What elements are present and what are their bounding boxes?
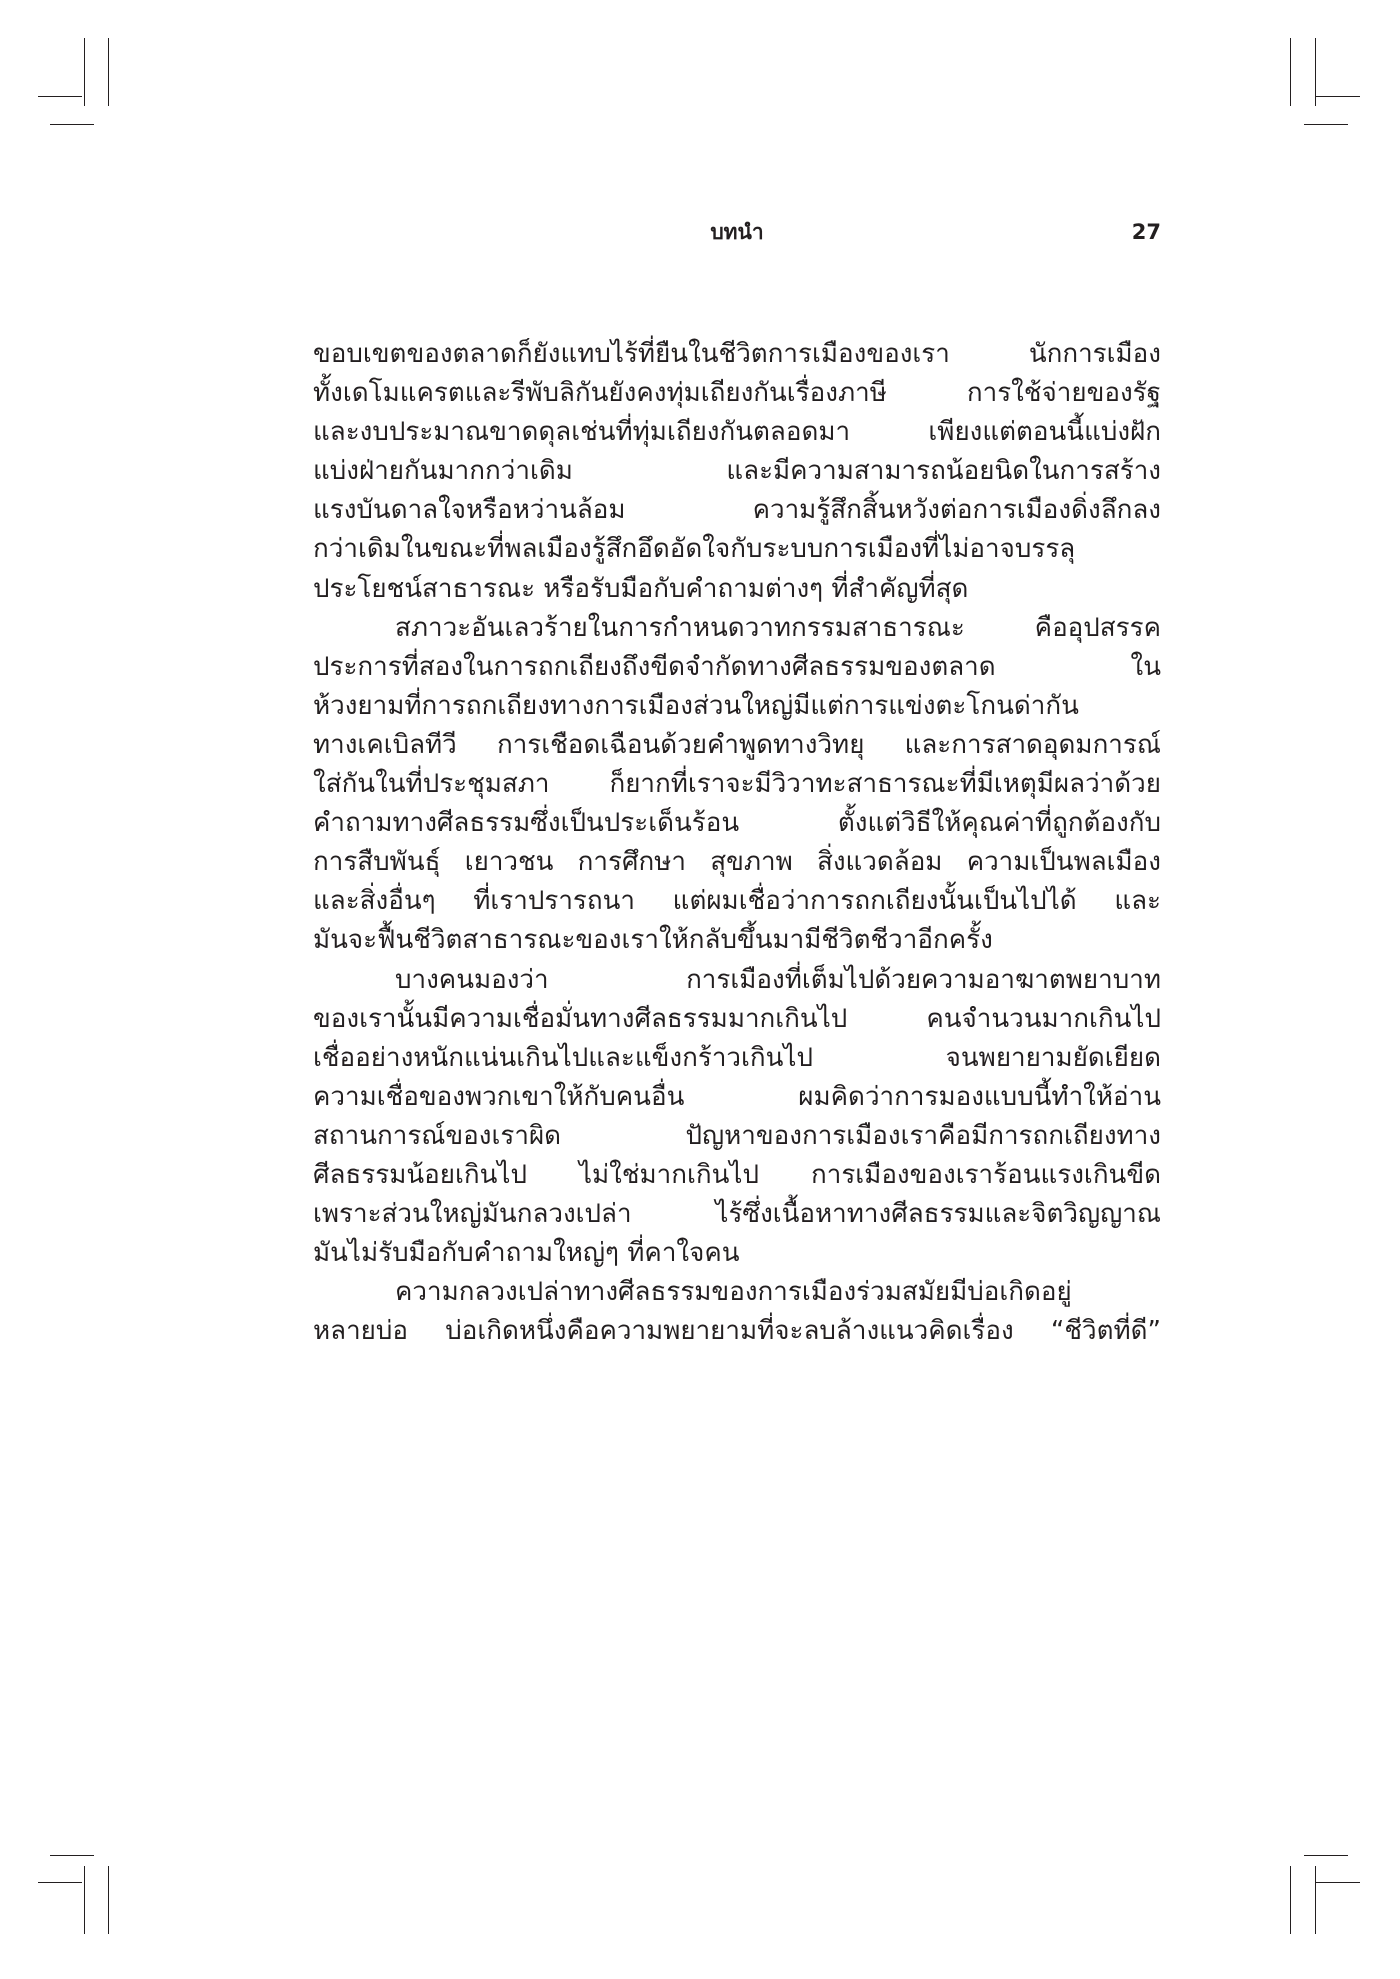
crop-mark (38, 1882, 82, 1883)
text-line: ขอบเขตของตลาดก็ยังแทบไร้ที่ยืนในชีวิตการเมืองของเรา นักการเมือง (313, 339, 1161, 369)
running-head (313, 216, 1161, 248)
crop-mark (38, 96, 82, 97)
text-line: มันไม่รับมือกับคำถามใหญ่ๆ ที่คาใจคน (313, 1238, 740, 1269)
crop-mark (108, 38, 109, 106)
text-line: ของเรานั้นมีความเชื่อมั่นทางศีลธรรมมากเกินไป คนจำนวนมากเกินไป (313, 1003, 1161, 1034)
text-line: และสิ่งอื่นๆ ที่เราปรารถนา แต่ผมเชื่อว่าการถกเถียงนั้นเป็นไปได้ และ (313, 886, 1161, 917)
text-line: แบ่งฝ่ายกันมากกว่าเดิม และมีความสามารถน้อยนิดในการสร้าง (313, 456, 1161, 487)
text-line: เชื่ออย่างหนักแน่นเกินไปและแข็งกร้าวเกินไป จนพยายามยัดเยียด (313, 1042, 1161, 1073)
paragraph (313, 1273, 1161, 1351)
body-text (313, 335, 1161, 1351)
crop-mark (1290, 38, 1291, 106)
paragraph (313, 961, 1161, 1274)
text-line: ความเชื่อของพวกเขาให้กับคนอื่น ผมคิดว่าการมองแบบนี้ทำให้อ่าน (313, 1081, 1161, 1112)
text-line: ใส่กันในที่ประชุมสภา ก็ยากที่เราจะมีวิวาทะสาธารณะที่มีเหตุมีผลว่าด้วย (313, 769, 1161, 800)
text-line: เพราะส่วนใหญ่มันกลวงเปล่า ไร้ซึ่งเนื้อหาทางศีลธรรมและจิตวิญญาณ (313, 1199, 1161, 1230)
text-line: มันจะฟื้นชีวิตสาธารณะของเราให้กลับขึ้นมามีชีวิตชีวาอีกครั้ง (313, 925, 993, 956)
crop-mark (84, 1866, 85, 1934)
crop-mark (1316, 1882, 1360, 1883)
text-line: ประโยชน์สาธารณะ หรือรับมือกับคำถามต่างๆ ที่สำคัญที่สุด (313, 573, 969, 604)
text-line: และงบประมาณขาดดุลเช่นที่ทุ่มเถียงกันตลอดมา เพียงแต่ตอนนี้แบ่งฝัก (313, 417, 1161, 448)
crop-mark (1315, 38, 1316, 106)
text-line: กว่าเดิมในขณะที่พลเมืองรู้สึกอึดอัดใจกับระบบการเมืองที่ไม่อาจบรรลุ (313, 534, 1076, 565)
text-line: คำถามทางศีลธรรมซึ่งเป็นประเด็นร้อน ตั้งแต่วิธีให้คุณค่าที่ถูกต้องกับ (313, 808, 1161, 839)
text-line: ทางเคเบิลทีวี การเชือดเฉือนด้วยคำพูดทางวิทยุ และการสาดอุดมการณ์ (313, 729, 1161, 760)
crop-mark (1316, 96, 1360, 97)
text-line: การสืบพันธุ์ เยาวชน การศึกษา สุขภาพ สิ่งแวดล้อม ความเป็นพลเมือง (313, 847, 1161, 878)
crop-mark (1290, 1866, 1291, 1934)
text-line: ประการที่สองในการถกเถียงถึงขีดจำกัดทางศีลธรรมของตลาด ใน (313, 651, 1161, 682)
crop-mark (84, 38, 85, 106)
chapter-title: บทนำ (710, 220, 764, 244)
crop-mark (50, 124, 94, 125)
text-line: ความกลวงเปล่าทางศีลธรรมของการเมืองร่วมสมัยมีบ่อเกิดอยู่ (395, 1277, 1072, 1308)
text-line: ห้วงยามที่การถกเถียงทางการเมืองส่วนใหญ่มีแต่การแข่งตะโกนด่ากัน (313, 690, 1079, 721)
text-line: หลายบ่อ บ่อเกิดหนึ่งคือความพยายามที่จะลบล้างแนวคิดเรื่อง “ชีวิตที่ดี” (313, 1316, 1161, 1347)
page-number: 27 (1131, 220, 1161, 244)
text-line: บางคนมองว่า การเมืองที่เต็มไปด้วยความอาฆาตพยาบาท (395, 964, 1161, 995)
paragraph (313, 335, 1161, 609)
text-line: แรงบันดาลใจหรือหว่านล้อม ความรู้สึกสิ้นหวังต่อการเมืองดิ่งลึกลง (313, 495, 1161, 526)
crop-mark (108, 1866, 109, 1934)
text-line: สถานการณ์ของเราผิด ปัญหาของการเมืองเราคือมีการถกเถียงทาง (313, 1120, 1161, 1151)
crop-mark (1315, 1866, 1316, 1934)
crop-mark (1304, 124, 1348, 125)
crop-mark (50, 1855, 94, 1856)
text-line: สภาวะอันเลวร้ายในการกำหนดวาทกรรมสาธารณะ คืออุปสรรค (395, 612, 1161, 643)
paragraph (313, 609, 1161, 961)
crop-mark (1304, 1855, 1348, 1856)
text-line: ทั้งเดโมแครตและรีพับลิกันยังคงทุ่มเถียงกันเรื่องภาษี การใช้จ่ายของรัฐ (313, 378, 1161, 409)
text-line: ศีลธรรมน้อยเกินไป ไม่ใช่มากเกินไป การเมืองของเราร้อนแรงเกินขีด (313, 1159, 1161, 1190)
